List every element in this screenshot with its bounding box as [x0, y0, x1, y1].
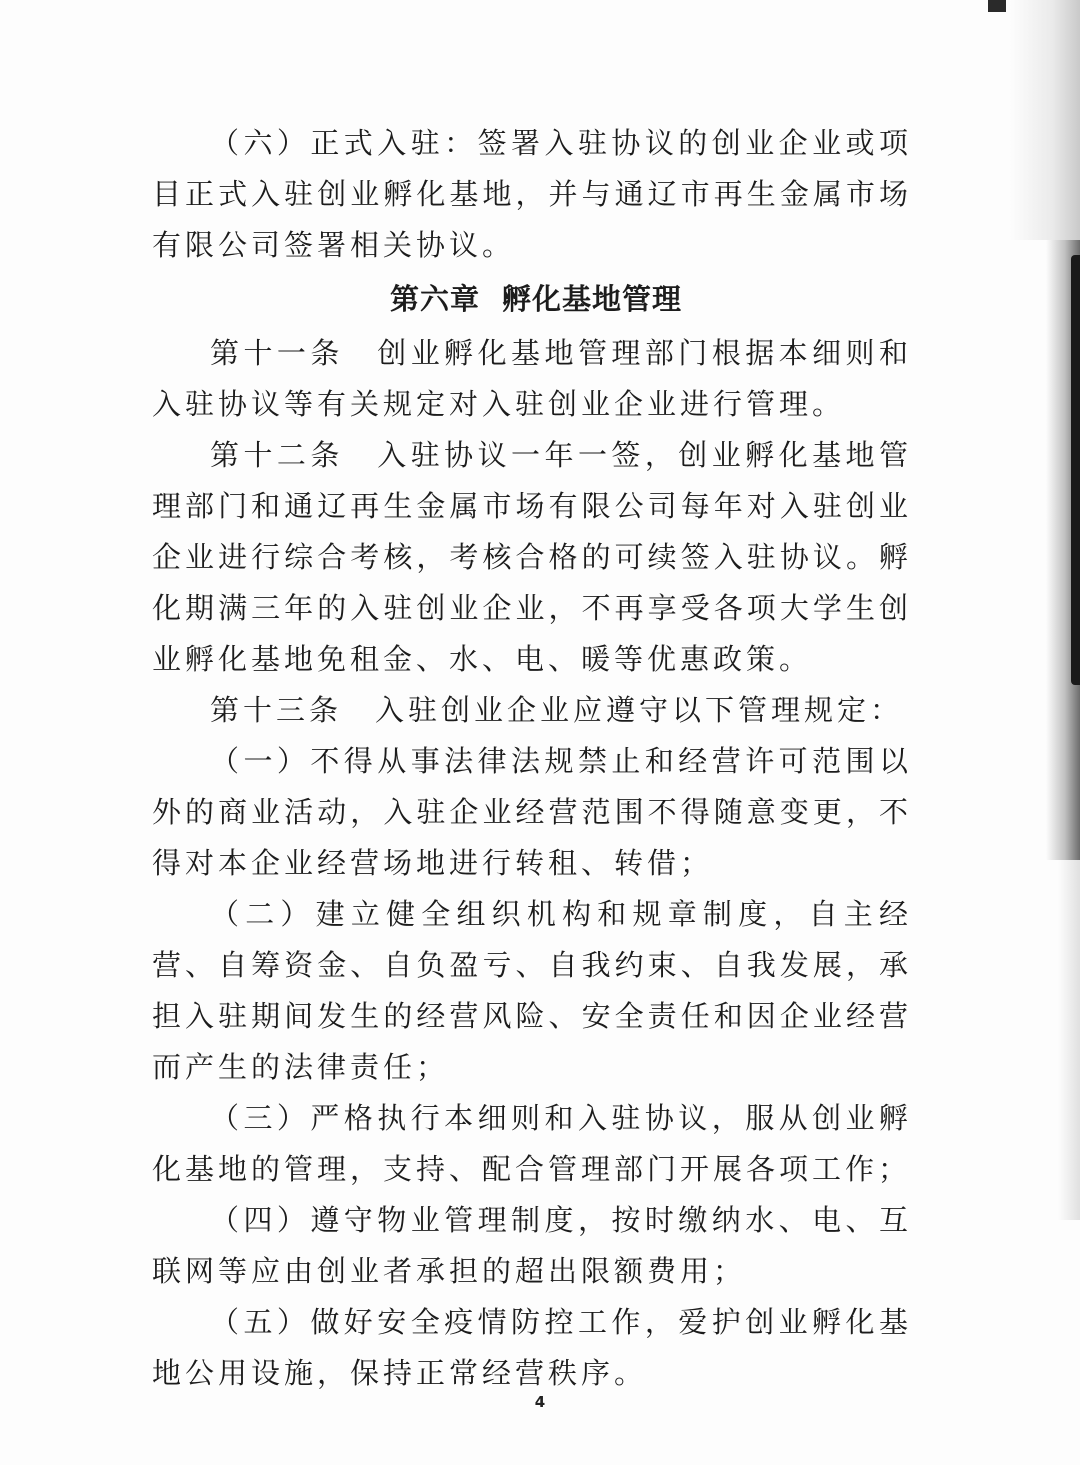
rule-item-3: （三）严格执行本细则和入驻协议，服从创业孵化基地的管理，支持、配合管理部门开展各项工作； — [152, 1101, 912, 1186]
chapter-title: 孵化基地管理 — [502, 282, 683, 316]
rule-item-5: （五）做好安全疫情防控工作，爱护创业孵化基地公用设施，保持正常经营秩序。 — [152, 1305, 912, 1390]
scan-corner-mark — [988, 0, 1006, 12]
page-number: 4 — [534, 1393, 546, 1411]
chapter-number: 第六章 — [389, 282, 480, 316]
article-12: 第十二条 入驻协议一年一签，创业孵化基地管理部门和通辽再生金属市场有限公司每年对入驻创业企业进行综合考核，考核合格的可续签入驻协议。孵化期满三年的入驻创业企业，不再享受各项大学生创业孵化基地免租金、水、电、暖等优惠政策。 — [152, 438, 912, 676]
article-11: 第十一条 创业孵化基地管理部门根据本细则和入驻协议等有关规定对入驻创业企业进行管理。 — [152, 336, 912, 421]
rule-item-1: （一）不得从事法律法规禁止和经营许可范围以外的商业活动，入驻企业经营范围不得随意变更，不得对本企业经营场地进行转租、转借； — [152, 744, 912, 880]
scan-edge-binding — [1071, 255, 1080, 685]
article-13: 第十三条 入驻创业企业应遵守以下管理规定： — [210, 693, 904, 727]
scan-edge-shadow — [1010, 0, 1080, 240]
paragraph-formal-entry: （六）正式入驻：签署入驻协议的创业企业或项目正式入驻创业孵化基地，并与通辽市再生金属市场有限公司签署相关协议。 — [152, 126, 912, 262]
scan-edge-shadow — [1058, 860, 1080, 1220]
document-body — [152, 118, 912, 1399]
rule-item-4: （四）遵守物业管理制度，按时缴纳水、电、互联网等应由创业者承担的超出限额费用； — [152, 1203, 912, 1288]
chapter-heading — [152, 271, 912, 328]
rule-item-2: （二）建立健全组织机构和规章制度，自主经营、自筹资金、自负盈亏、自我约束、自我发展，承担入驻期间发生的经营风险、安全责任和因企业经营而产生的法律责任； — [152, 897, 912, 1084]
